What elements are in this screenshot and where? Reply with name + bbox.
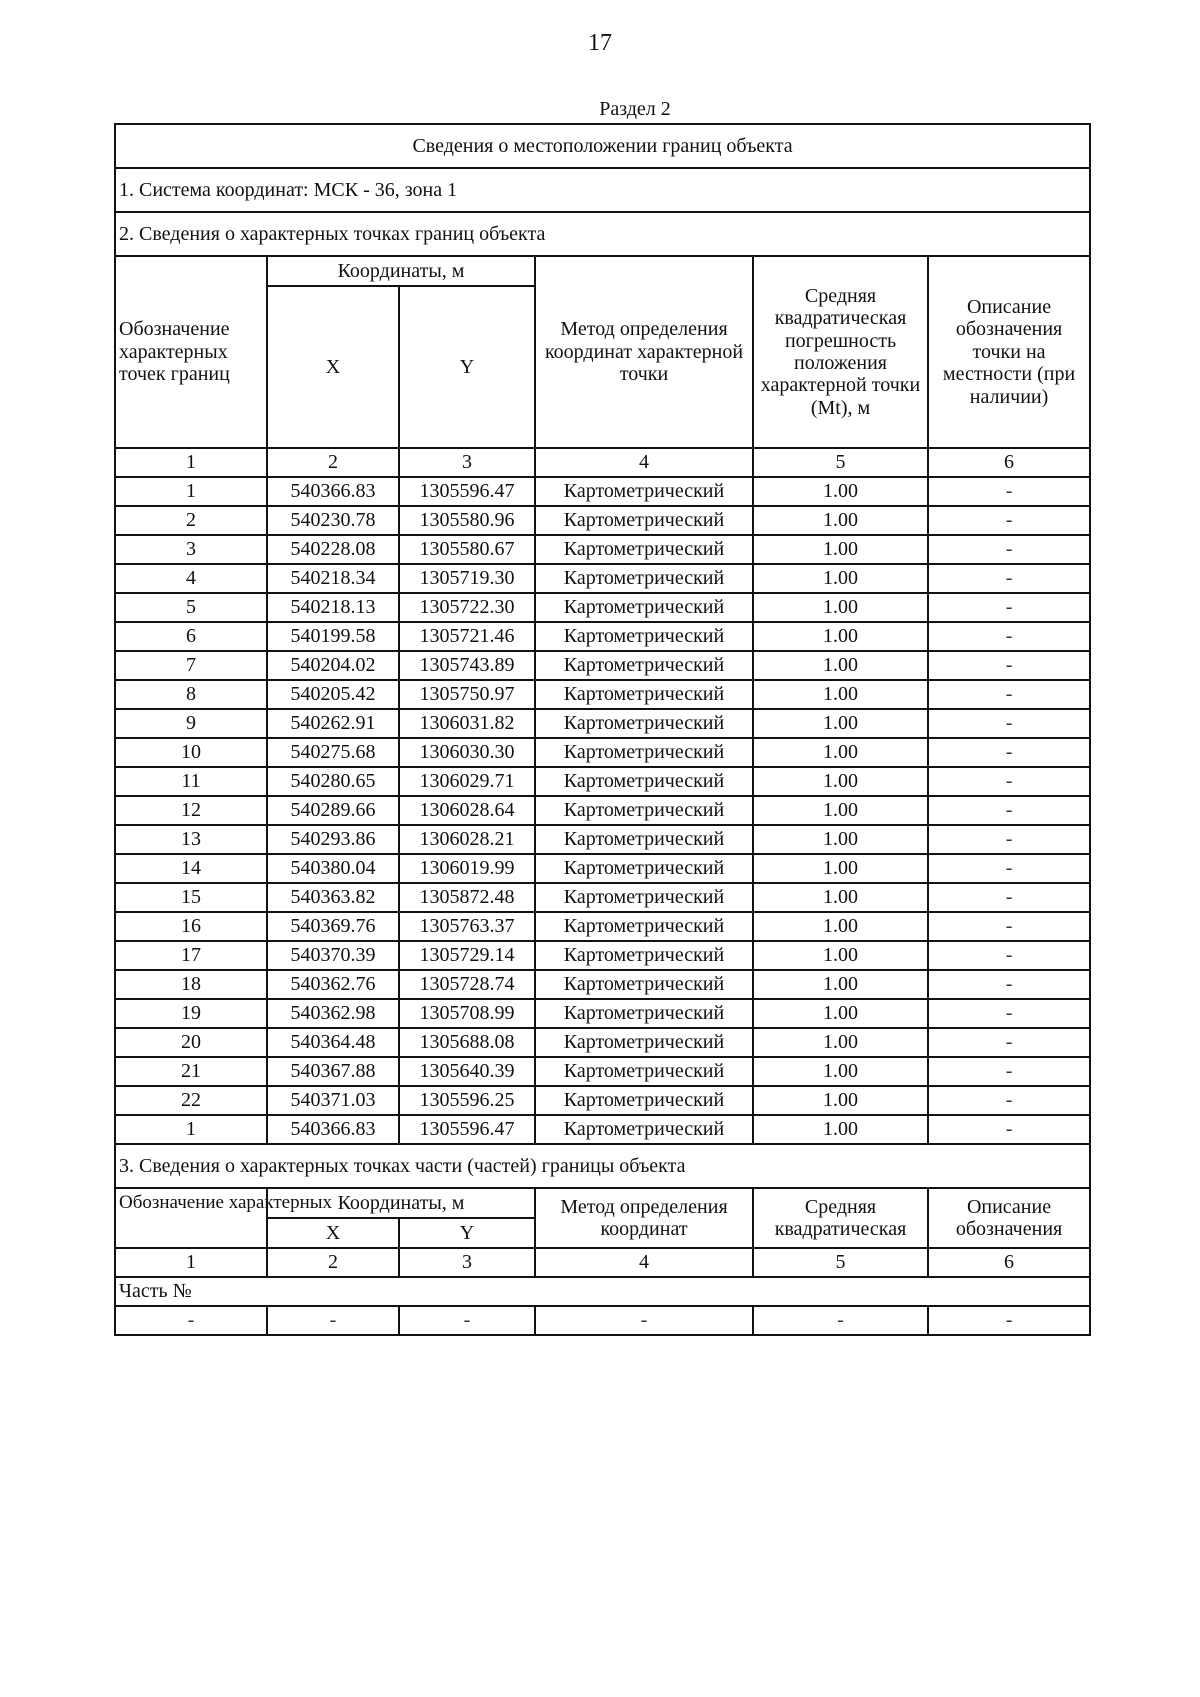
point-number-cell: 1: [115, 1115, 267, 1144]
description-cell: -: [928, 622, 1090, 651]
header-x: X: [267, 286, 399, 448]
description-cell: -: [928, 535, 1090, 564]
x-coordinate-cell: 540289.66: [267, 796, 399, 825]
header-coords: Координаты, м: [267, 256, 535, 286]
x-coordinate-cell: 540364.48: [267, 1028, 399, 1057]
description-cell: -: [928, 593, 1090, 622]
point-number-cell: 6: [115, 622, 267, 651]
column-number: 1: [115, 1248, 267, 1277]
y-coordinate-cell: 1305580.67: [399, 535, 535, 564]
table-row: [115, 593, 1090, 622]
error-cell: 1.00: [753, 680, 928, 709]
x-coordinate-cell: 540366.83: [267, 1115, 399, 1144]
y-coordinate-cell: 1305750.97: [399, 680, 535, 709]
x-coordinate-cell: 540366.83: [267, 477, 399, 506]
point-number-cell: 9: [115, 709, 267, 738]
parts-column-numbers-row: [115, 1248, 1090, 1277]
error-cell: 1.00: [753, 767, 928, 796]
description-cell: -: [928, 709, 1090, 738]
method-cell: Картометрический: [535, 506, 753, 535]
error-cell: 1.00: [753, 738, 928, 767]
x-coordinate-cell: 540204.02: [267, 651, 399, 680]
method-cell: Картометрический: [535, 622, 753, 651]
description-cell: -: [928, 999, 1090, 1028]
table-row: [115, 564, 1090, 593]
parts-header-description: Описание обозначения: [928, 1188, 1090, 1248]
method-cell: Картометрический: [535, 738, 753, 767]
y-coordinate-cell: 1305596.47: [399, 477, 535, 506]
y-coordinate-cell: 1305763.37: [399, 912, 535, 941]
description-cell: -: [928, 854, 1090, 883]
error-cell: 1.00: [753, 825, 928, 854]
column-number: 2: [267, 448, 399, 477]
error-cell: 1.00: [753, 535, 928, 564]
method-cell: Картометрический: [535, 1115, 753, 1144]
error-cell: 1.00: [753, 912, 928, 941]
method-cell: Картометрический: [535, 564, 753, 593]
y-coordinate-cell: 1305721.46: [399, 622, 535, 651]
y-coordinate-cell: 1305708.99: [399, 999, 535, 1028]
x-coordinate-cell: 540380.04: [267, 854, 399, 883]
description-cell: -: [928, 651, 1090, 680]
table-row: [115, 709, 1090, 738]
point-number-cell: 15: [115, 883, 267, 912]
point-number-cell: 1: [115, 477, 267, 506]
point-number-cell: 21: [115, 1057, 267, 1086]
method-cell: Картометрический: [535, 796, 753, 825]
description-cell: -: [928, 1028, 1090, 1057]
y-coordinate-cell: 1305719.30: [399, 564, 535, 593]
method-cell: Картометрический: [535, 1086, 753, 1115]
error-cell: 1.00: [753, 651, 928, 680]
point-number-cell: 7: [115, 651, 267, 680]
method-cell: Картометрический: [535, 477, 753, 506]
point-number-cell: 11: [115, 767, 267, 796]
error-cell: 1.00: [753, 593, 928, 622]
table-row: [115, 477, 1090, 506]
error-cell: 1.00: [753, 999, 928, 1028]
method-cell: Картометрический: [535, 709, 753, 738]
header-description: Описание обозначения точки на местности (при наличии): [928, 256, 1090, 448]
empty-cell: -: [928, 1306, 1090, 1335]
parts-empty-row: [115, 1306, 1090, 1335]
header-y: Y: [399, 286, 535, 448]
table-row: [115, 1057, 1090, 1086]
x-coordinate-cell: 540280.65: [267, 767, 399, 796]
header-point: Обозначение характерных точек границ: [115, 256, 267, 448]
y-coordinate-cell: 1305596.47: [399, 1115, 535, 1144]
x-coordinate-cell: 540362.98: [267, 999, 399, 1028]
parts-header-y: Y: [399, 1218, 535, 1248]
table-row: [115, 970, 1090, 999]
table-row: [115, 767, 1090, 796]
x-coordinate-cell: 540228.08: [267, 535, 399, 564]
empty-cell: -: [535, 1306, 753, 1335]
point-number-cell: 8: [115, 680, 267, 709]
table-row: [115, 506, 1090, 535]
header-method: Метод определения координат характерной точки: [535, 256, 753, 448]
table-title: Сведения о местоположении границ объекта: [115, 124, 1090, 168]
y-coordinate-cell: 1306029.71: [399, 767, 535, 796]
error-cell: 1.00: [753, 796, 928, 825]
error-cell: 1.00: [753, 506, 928, 535]
method-cell: Картометрический: [535, 1057, 753, 1086]
method-cell: Картометрический: [535, 1028, 753, 1057]
x-coordinate-cell: 540293.86: [267, 825, 399, 854]
column-number: 5: [753, 448, 928, 477]
description-cell: -: [928, 970, 1090, 999]
description-cell: -: [928, 680, 1090, 709]
point-number-cell: 20: [115, 1028, 267, 1057]
description-cell: -: [928, 767, 1090, 796]
point-number-cell: 3: [115, 535, 267, 564]
y-coordinate-cell: 1305743.89: [399, 651, 535, 680]
table-row: [115, 1115, 1090, 1144]
column-number: 3: [399, 448, 535, 477]
x-coordinate-cell: 540369.76: [267, 912, 399, 941]
y-coordinate-cell: 1305872.48: [399, 883, 535, 912]
method-cell: Картометрический: [535, 883, 753, 912]
description-cell: -: [928, 477, 1090, 506]
table-row: [115, 651, 1090, 680]
description-cell: -: [928, 796, 1090, 825]
column-number: 1: [115, 448, 267, 477]
point-number-cell: 13: [115, 825, 267, 854]
point-number-cell: 18: [115, 970, 267, 999]
method-cell: Картометрический: [535, 651, 753, 680]
point-number-cell: 19: [115, 999, 267, 1028]
description-cell: -: [928, 1115, 1090, 1144]
y-coordinate-cell: 1306019.99: [399, 854, 535, 883]
column-number: 3: [399, 1248, 535, 1277]
y-coordinate-cell: 1305640.39: [399, 1057, 535, 1086]
error-cell: 1.00: [753, 477, 928, 506]
error-cell: 1.00: [753, 1115, 928, 1144]
empty-cell: -: [399, 1306, 535, 1335]
table-row: [115, 1086, 1090, 1115]
error-cell: 1.00: [753, 941, 928, 970]
method-cell: Картометрический: [535, 680, 753, 709]
x-coordinate-cell: 540367.88: [267, 1057, 399, 1086]
description-cell: -: [928, 738, 1090, 767]
method-cell: Картометрический: [535, 593, 753, 622]
y-coordinate-cell: 1305729.14: [399, 941, 535, 970]
description-cell: -: [928, 1057, 1090, 1086]
boundary-table: [114, 123, 1091, 1336]
parts-header-point: Обозначение характерных: [115, 1188, 267, 1248]
method-cell: Картометрический: [535, 825, 753, 854]
point-number-cell: 14: [115, 854, 267, 883]
x-coordinate-cell: 540218.34: [267, 564, 399, 593]
parts-header-x: X: [267, 1218, 399, 1248]
x-coordinate-cell: 540370.39: [267, 941, 399, 970]
y-coordinate-cell: 1305722.30: [399, 593, 535, 622]
point-number-cell: 2: [115, 506, 267, 535]
description-cell: -: [928, 1086, 1090, 1115]
parts-header-coords: Координаты, м: [267, 1188, 535, 1218]
x-coordinate-cell: 540230.78: [267, 506, 399, 535]
description-cell: -: [928, 564, 1090, 593]
column-number: 6: [928, 448, 1090, 477]
x-coordinate-cell: 540275.68: [267, 738, 399, 767]
point-number-cell: 17: [115, 941, 267, 970]
parts-section-heading: 3. Сведения о характерных точках части (частей) границы объекта: [115, 1144, 1090, 1188]
error-cell: 1.00: [753, 970, 928, 999]
error-cell: 1.00: [753, 1028, 928, 1057]
table-row: [115, 941, 1090, 970]
method-cell: Картометрический: [535, 912, 753, 941]
y-coordinate-cell: 1305688.08: [399, 1028, 535, 1057]
x-coordinate-cell: 540199.58: [267, 622, 399, 651]
x-coordinate-cell: 540363.82: [267, 883, 399, 912]
method-cell: Картометрический: [535, 535, 753, 564]
table-row: [115, 680, 1090, 709]
empty-cell: -: [115, 1306, 267, 1335]
point-number-cell: 4: [115, 564, 267, 593]
column-number: 4: [535, 1248, 753, 1277]
empty-cell: -: [267, 1306, 399, 1335]
x-coordinate-cell: 540218.13: [267, 593, 399, 622]
method-cell: Картометрический: [535, 854, 753, 883]
part-number-label: Часть №: [115, 1277, 1090, 1306]
table-row: [115, 883, 1090, 912]
header-error: Средняя квадратическая погрешность положения характерной точки (Mt), м: [753, 256, 928, 448]
y-coordinate-cell: 1306030.30: [399, 738, 535, 767]
points-section-heading: 2. Сведения о характерных точках границ объекта: [115, 212, 1090, 256]
table-row: [115, 999, 1090, 1028]
error-cell: 1.00: [753, 1086, 928, 1115]
point-number-cell: 22: [115, 1086, 267, 1115]
table-row: [115, 1028, 1090, 1057]
y-coordinate-cell: 1305580.96: [399, 506, 535, 535]
column-number: 6: [928, 1248, 1090, 1277]
description-cell: -: [928, 506, 1090, 535]
parts-header-method: Метод определения координат: [535, 1188, 753, 1248]
x-coordinate-cell: 540371.03: [267, 1086, 399, 1115]
coordinate-system: 1. Система координат: МСК - 36, зона 1: [115, 168, 1090, 212]
table-row: [115, 912, 1090, 941]
x-coordinate-cell: 540205.42: [267, 680, 399, 709]
table-row: [115, 825, 1090, 854]
error-cell: 1.00: [753, 883, 928, 912]
method-cell: Картометрический: [535, 767, 753, 796]
y-coordinate-cell: 1306031.82: [399, 709, 535, 738]
y-coordinate-cell: 1306028.64: [399, 796, 535, 825]
method-cell: Картометрический: [535, 999, 753, 1028]
x-coordinate-cell: 540362.76: [267, 970, 399, 999]
error-cell: 1.00: [753, 622, 928, 651]
parts-header-error: Средняя квадратическая: [753, 1188, 928, 1248]
method-cell: Картометрический: [535, 941, 753, 970]
error-cell: 1.00: [753, 709, 928, 738]
column-number: 4: [535, 448, 753, 477]
table-row: [115, 796, 1090, 825]
point-number-cell: 5: [115, 593, 267, 622]
table-row: [115, 738, 1090, 767]
empty-cell: -: [753, 1306, 928, 1335]
description-cell: -: [928, 883, 1090, 912]
table-row: [115, 622, 1090, 651]
description-cell: -: [928, 825, 1090, 854]
column-numbers-row: [115, 448, 1090, 477]
y-coordinate-cell: 1306028.21: [399, 825, 535, 854]
section-title: Раздел 2: [599, 98, 671, 120]
y-coordinate-cell: 1305596.25: [399, 1086, 535, 1115]
error-cell: 1.00: [753, 564, 928, 593]
column-number: 5: [753, 1248, 928, 1277]
error-cell: 1.00: [753, 854, 928, 883]
description-cell: -: [928, 912, 1090, 941]
method-cell: Картометрический: [535, 970, 753, 999]
point-number-cell: 10: [115, 738, 267, 767]
point-number-cell: 16: [115, 912, 267, 941]
table-row: [115, 854, 1090, 883]
column-number: 2: [267, 1248, 399, 1277]
description-cell: -: [928, 941, 1090, 970]
point-number-cell: 12: [115, 796, 267, 825]
table-row: [115, 535, 1090, 564]
x-coordinate-cell: 540262.91: [267, 709, 399, 738]
page-number: 17: [588, 30, 612, 56]
y-coordinate-cell: 1305728.74: [399, 970, 535, 999]
error-cell: 1.00: [753, 1057, 928, 1086]
